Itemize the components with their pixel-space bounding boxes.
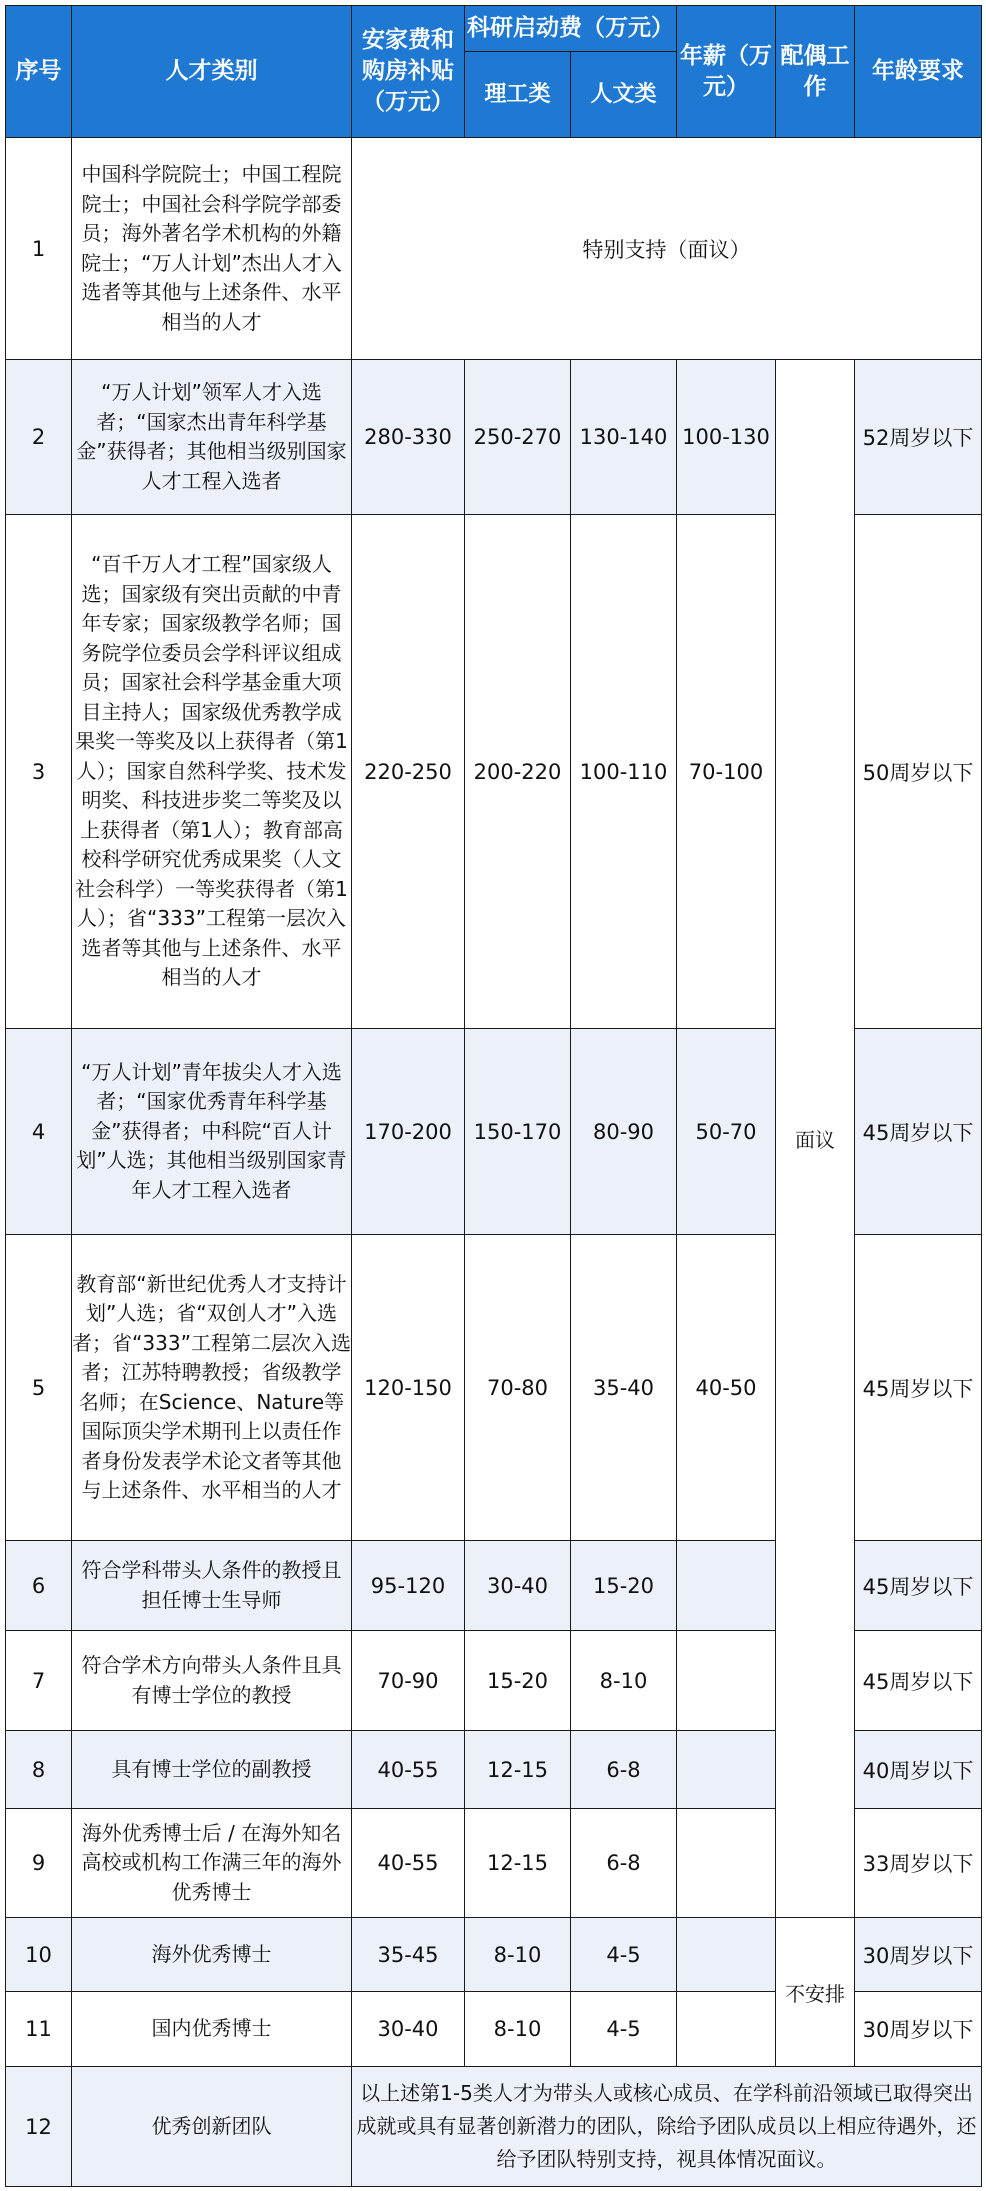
row-age: 30周岁以下 — [855, 1992, 982, 2067]
row-science: 70-80 — [465, 1235, 571, 1541]
header-research: 科研启动费（万元） — [465, 6, 677, 52]
row-salary — [677, 1809, 776, 1918]
row-science: 15-20 — [465, 1631, 571, 1731]
row-number: 4 — [6, 1029, 72, 1235]
table-row — [6, 360, 982, 515]
row-number: 8 — [6, 1731, 72, 1809]
row-housing: 120-150 — [352, 1235, 465, 1541]
row-age: 45周岁以下 — [855, 1235, 982, 1541]
row-salary — [677, 1992, 776, 2067]
row-number: 5 — [6, 1235, 72, 1541]
table-row — [6, 138, 982, 360]
row-housing: 220-250 — [352, 515, 465, 1029]
row-category: 国内优秀博士 — [72, 1992, 352, 2067]
header-age: 年龄要求 — [855, 6, 982, 138]
row-housing: 35-45 — [352, 1918, 465, 1992]
spouse-not-arranged: 不安排 — [776, 1918, 855, 2067]
row-number: 3 — [6, 515, 72, 1029]
row-number: 10 — [6, 1918, 72, 1992]
row-category: “万人计划”青年拔尖人才入选者；“国家优秀青年科学基金”获得者；中科院“百人计划”人选；其他相当级别国家青年人才工程入选者 — [72, 1029, 352, 1235]
row-number: 1 — [6, 138, 72, 360]
row-category: 海外优秀博士后 / 在海外知名高校或机构工作满三年的海外优秀博士 — [72, 1809, 352, 1918]
row-science: 30-40 — [465, 1541, 571, 1631]
row-housing: 170-200 — [352, 1029, 465, 1235]
row-humanities: 4-5 — [571, 1918, 677, 1992]
special-support: 特别支持（面议） — [352, 138, 982, 360]
row-number: 6 — [6, 1541, 72, 1631]
row-salary — [677, 1631, 776, 1731]
row-humanities: 100-110 — [571, 515, 677, 1029]
row-category: 符合学科带头人条件的教授且担任博士生导师 — [72, 1541, 352, 1631]
row-category: 教育部“新世纪优秀人才支持计划”人选；省“双创人才”入选者；省“333”工程第二层次入选者；江苏特聘教授；省级教学名师；在Science、Nature等国际顶尖学术期刊上以责任作者身份发表学术论文者等其他与上述条件、水平相当的人才 — [72, 1235, 352, 1541]
row-humanities: 35-40 — [571, 1235, 677, 1541]
spouse-negotiable: 面议 — [776, 360, 855, 1918]
row-humanities: 80-90 — [571, 1029, 677, 1235]
row-category: “万人计划”领军人才入选者；“国家杰出青年科学基金”获得者；其他相当级别国家人才工程入选者 — [72, 360, 352, 515]
row-humanities: 4-5 — [571, 1992, 677, 2067]
row-age: 50周岁以下 — [855, 515, 982, 1029]
team-support-note: 以上述第1-5类人才为带头人或核心成员、在学科前沿领域已取得突出成就或具有显著创新潜力的团队，除给予团队成员以上相应待遇外，还给予团队特别支持，视具体情况面议。 — [352, 2067, 982, 2187]
row-housing: 280-330 — [352, 360, 465, 515]
row-salary: 40-50 — [677, 1235, 776, 1541]
row-science: 8-10 — [465, 1918, 571, 1992]
row-category: 海外优秀博士 — [72, 1918, 352, 1992]
row-number: 12 — [6, 2067, 72, 2187]
row-salary — [677, 1541, 776, 1631]
row-science: 200-220 — [465, 515, 571, 1029]
table-row — [6, 2067, 982, 2187]
row-category: 具有博士学位的副教授 — [72, 1731, 352, 1809]
row-science: 8-10 — [465, 1992, 571, 2067]
row-science: 250-270 — [465, 360, 571, 515]
row-number: 9 — [6, 1809, 72, 1918]
row-age: 52周岁以下 — [855, 360, 982, 515]
row-housing: 30-40 — [352, 1992, 465, 2067]
header-housing: 安家费和购房补贴（万元） — [352, 6, 465, 138]
row-category: 中国科学院院士；中国工程院院士；中国社会科学院学部委员；海外著名学术机构的外籍院士；“万人计划”杰出人才入选者等其他与上述条件、水平相当的人才 — [72, 138, 352, 360]
row-housing: 70-90 — [352, 1631, 465, 1731]
row-housing: 95-120 — [352, 1541, 465, 1631]
row-science: 12-15 — [465, 1731, 571, 1809]
row-housing: 40-55 — [352, 1731, 465, 1809]
row-housing: 40-55 — [352, 1809, 465, 1918]
row-number: 7 — [6, 1631, 72, 1731]
header-salary: 年薪（万元） — [677, 6, 776, 138]
row-humanities: 6-8 — [571, 1731, 677, 1809]
row-salary — [677, 1731, 776, 1809]
row-humanities: 130-140 — [571, 360, 677, 515]
header-seq: 序号 — [6, 6, 72, 138]
header-humanities: 人文类 — [571, 52, 677, 138]
header-science: 理工类 — [465, 52, 571, 138]
row-age: 45周岁以下 — [855, 1029, 982, 1235]
row-category: 优秀创新团队 — [72, 2067, 352, 2187]
row-category: 符合学术方向带头人条件且具有博士学位的教授 — [72, 1631, 352, 1731]
row-humanities: 6-8 — [571, 1809, 677, 1918]
row-salary: 50-70 — [677, 1029, 776, 1235]
row-humanities: 8-10 — [571, 1631, 677, 1731]
row-salary: 100-130 — [677, 360, 776, 515]
row-age: 40周岁以下 — [855, 1731, 982, 1809]
row-science: 150-170 — [465, 1029, 571, 1235]
table-row — [6, 1918, 982, 1992]
row-salary: 70-100 — [677, 515, 776, 1029]
row-age: 45周岁以下 — [855, 1541, 982, 1631]
row-humanities: 15-20 — [571, 1541, 677, 1631]
header-category: 人才类别 — [72, 6, 352, 138]
header-spouse: 配偶工作 — [776, 6, 855, 138]
row-number: 11 — [6, 1992, 72, 2067]
row-age: 30周岁以下 — [855, 1918, 982, 1992]
row-salary — [677, 1918, 776, 1992]
talent-policy-table — [5, 5, 982, 2187]
row-science: 12-15 — [465, 1809, 571, 1918]
row-category: “百千万人才工程”国家级人选；国家级有突出贡献的中青年专家；国家级教学名师；国务院学位委员会学科评议组成员；国家社会科学基金重大项目主持人；国家级优秀教学成果奖一等奖及以上获得者（第1人）；国家自然科学奖、技术发明奖、科技进步奖二等奖及以上获得者（第1人）；教育部高校科学研究优秀成果奖（人文社会科学）一等奖获得者（第1人）；省“333”工程第一层次入选者等其他与上述条件、水平相当的人才 — [72, 515, 352, 1029]
row-number: 2 — [6, 360, 72, 515]
row-age: 33周岁以下 — [855, 1809, 982, 1918]
row-age: 45周岁以下 — [855, 1631, 982, 1731]
